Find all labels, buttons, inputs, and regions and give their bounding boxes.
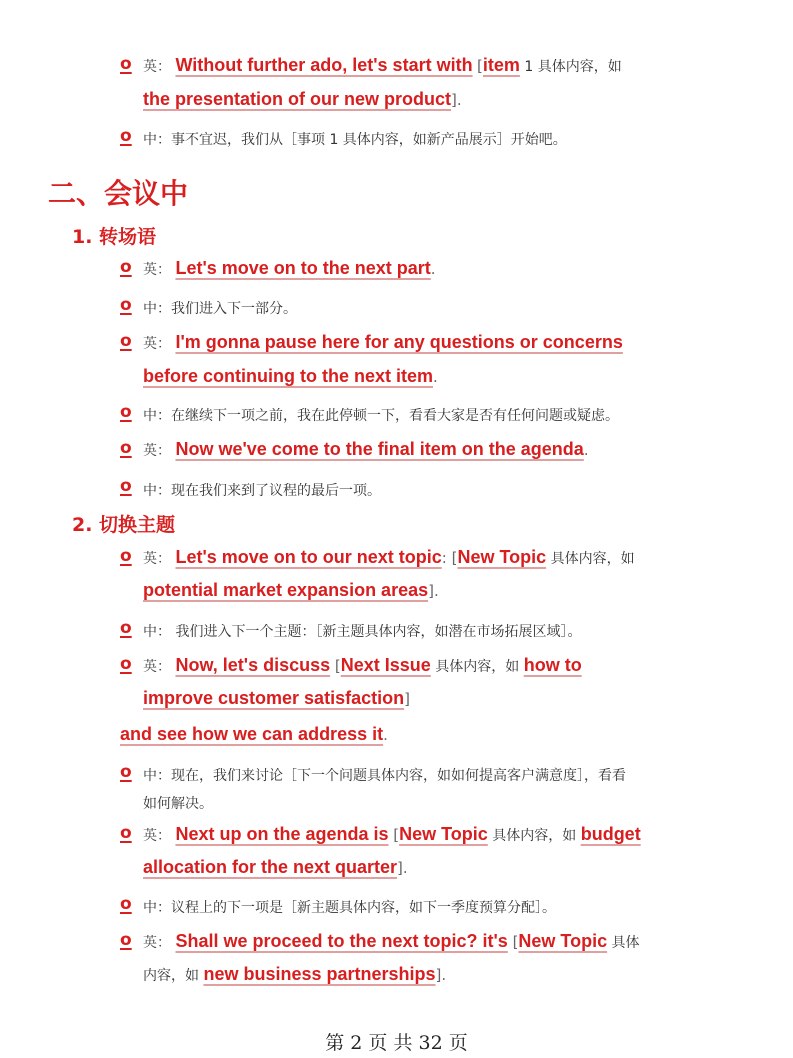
bullet: o: [120, 823, 132, 843]
chinese-text: 具体内容，如: [430, 659, 524, 675]
english-sentence-continued: [120, 724, 388, 745]
bullet: o: [120, 618, 132, 638]
subsection-heading: 1. 转场语: [72, 226, 157, 248]
bracket: [: [388, 826, 400, 844]
english-sentence-continued: [143, 688, 410, 709]
english-phrase: improve customer satisfaction: [143, 688, 405, 708]
english-sentence-continued: [143, 89, 462, 110]
english-phrase: Next Issue: [340, 655, 431, 675]
punct: .: [583, 441, 589, 459]
bracket: : [: [441, 549, 458, 567]
english-sentence-continued: [143, 580, 439, 601]
bullet: o: [120, 402, 132, 422]
lang-tag: 英：: [143, 935, 171, 951]
bullet: o: [120, 930, 132, 950]
english-sentence-continued: [143, 857, 408, 878]
punct: .: [433, 368, 438, 386]
english-phrase: the presentation of our new product: [143, 89, 452, 109]
english-phrase: budget: [580, 824, 641, 844]
english-sentence: [143, 332, 623, 353]
bracket: ].: [451, 91, 462, 109]
bullet: o: [120, 126, 132, 146]
english-phrase: Let's move on to the next part: [175, 258, 431, 278]
english-phrase: New Topic: [457, 547, 547, 567]
english-sentence: [143, 439, 589, 460]
chinese-text: 1 具体内容，如: [524, 59, 622, 75]
chinese-text: 具体内容，如: [546, 551, 635, 567]
section-heading: 二、会议中: [48, 177, 189, 210]
english-phrase: Now we've come to the final item on the agenda: [175, 439, 584, 459]
bracket: ].: [428, 582, 439, 600]
chinese-sentence-continued: 如何解决。: [143, 796, 213, 812]
english-phrase: I'm gonna pause here for any questions or concerns: [175, 332, 623, 352]
bullet: o: [120, 295, 132, 315]
english-phrase: New Topic: [399, 824, 488, 844]
english-phrase: Let's move on to our next topic: [175, 547, 442, 567]
lang-tag: 英：: [143, 443, 171, 459]
english-sentence: [143, 258, 436, 279]
lang-tag: 英：: [143, 828, 171, 844]
bracket: [: [330, 657, 341, 675]
chinese-sentence: 中：现在，我们来讨论［下一个问题具体内容，如如何提高客户满意度］，看看: [143, 768, 626, 784]
english-phrase: Next up on the agenda is: [175, 824, 389, 844]
chinese-text: 具体内容，如: [487, 828, 581, 844]
english-sentence: [143, 547, 635, 568]
bracket: ].: [397, 859, 408, 877]
bracket: ]: [404, 690, 410, 708]
bullet: o: [120, 476, 132, 496]
bullet: o: [120, 654, 132, 674]
english-sentence-continued: [143, 964, 446, 985]
bracket: ].: [435, 966, 447, 984]
english-phrase: how to: [523, 655, 582, 675]
english-phrase: potential market expansion areas: [143, 580, 429, 600]
english-phrase: Now, let's discuss: [175, 655, 331, 675]
chinese-sentence: 中：议程上的下一项是［新主题具体内容，如下一季度预算分配］。: [143, 900, 556, 916]
english-sentence-continued: [143, 366, 438, 387]
bracket: [: [507, 933, 519, 951]
bullet: o: [120, 331, 132, 351]
english-phrase: new business partnerships: [203, 964, 436, 984]
chinese-sentence: 中：我们进入下一部分。: [143, 301, 297, 317]
bullet: o: [120, 546, 132, 566]
chinese-sentence: 中：现在我们来到了议程的最后一项。: [143, 483, 381, 499]
english-phrase: before continuing to the next item: [143, 366, 434, 386]
english-sentence: [143, 55, 622, 76]
english-phrase: and see how we can address it: [120, 724, 384, 744]
lang-tag: 英：: [143, 336, 171, 352]
english-phrase: New Topic: [518, 931, 608, 951]
subsection-heading: 2. 切换主题: [72, 514, 176, 536]
bullet: o: [120, 54, 132, 74]
punct: .: [430, 260, 436, 278]
english-sentence: [143, 655, 582, 676]
chinese-text: 内容，如: [143, 968, 204, 984]
chinese-sentence: 中： 我们进入下一个主题：［新主题具体内容，如潜在市场拓展区域］。: [143, 624, 582, 640]
bullet: o: [120, 762, 132, 782]
bullet: o: [120, 894, 132, 914]
lang-tag: 英：: [143, 59, 171, 75]
chinese-sentence: 中：在继续下一项之前，我在此停顿一下，看看大家是否有任何问题或疑虑。: [143, 408, 619, 424]
english-sentence: [143, 931, 640, 952]
chinese-sentence: 中：事不宜迟，我们从［事项 1 具体内容，如新产品展示］开始吧。: [143, 132, 567, 148]
english-phrase: Without further ado, let's start with: [175, 55, 473, 75]
chinese-text: 具体: [607, 935, 640, 951]
bracket: [: [477, 57, 483, 75]
english-phrase: item: [482, 55, 520, 75]
bullet: o: [120, 438, 132, 458]
english-phrase: Shall we proceed to the next topic? it's: [175, 931, 508, 951]
english-sentence: [143, 824, 641, 845]
punct: .: [383, 726, 388, 744]
english-phrase: allocation for the next quarter: [143, 857, 398, 877]
page-number: 第 2 页 共 32 页: [325, 1032, 468, 1054]
lang-tag: 英：: [143, 262, 171, 278]
lang-tag: 英：: [143, 659, 171, 675]
lang-tag: 英：: [143, 551, 171, 567]
bullet: o: [120, 257, 132, 277]
